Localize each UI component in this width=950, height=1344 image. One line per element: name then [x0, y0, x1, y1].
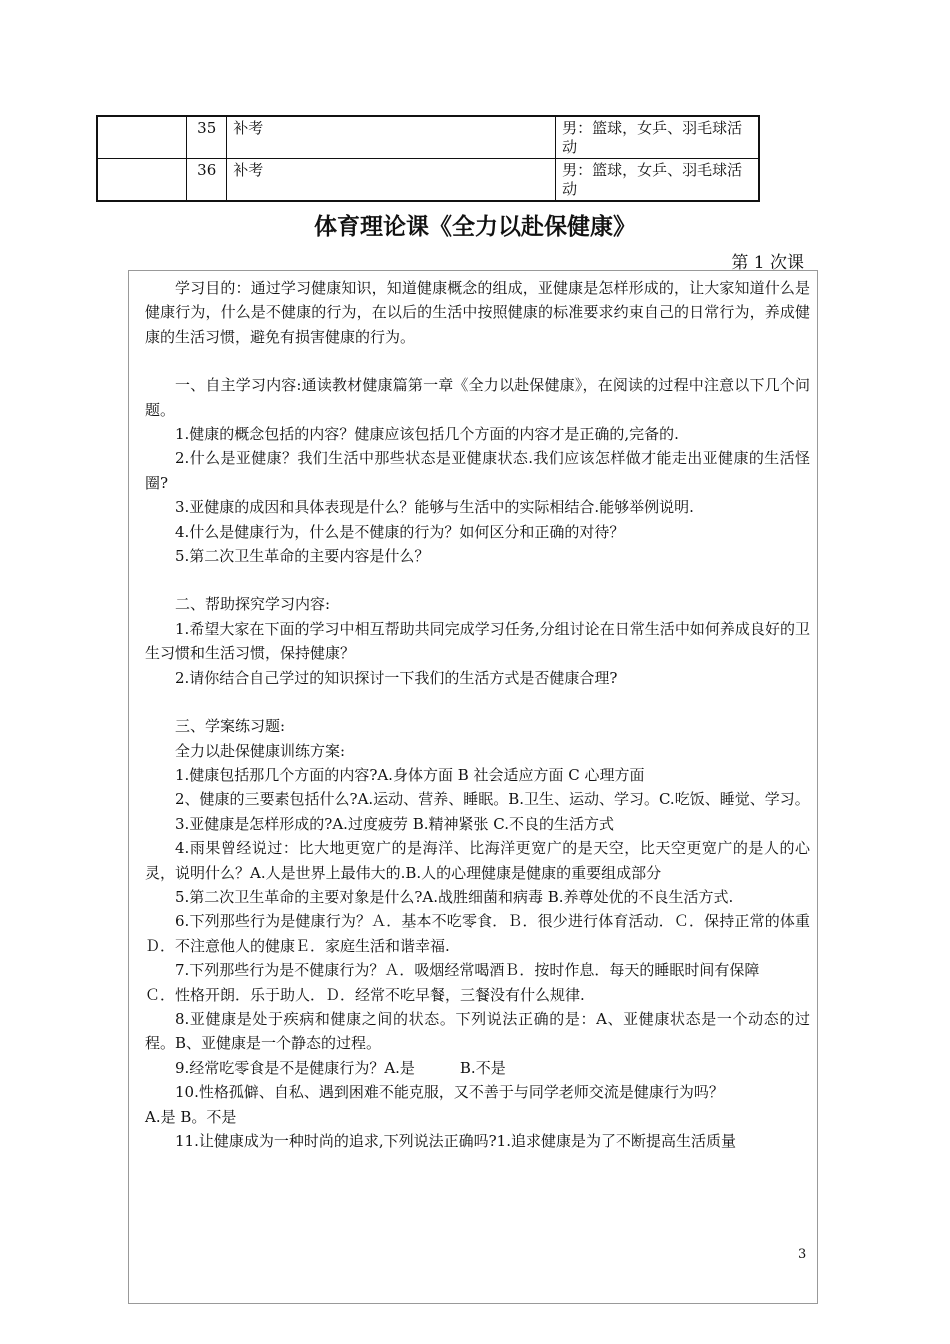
spacer	[145, 349, 810, 373]
paragraph: 5.第二次卫生革命的主要内容是什么？	[175, 547, 430, 566]
row-number: 35	[187, 116, 227, 159]
paragraph: 6.下列那些行为是健康行为？Ａ．基本不吃零食．Ｂ．很少进行体育活动．Ｃ．保持正常的体重Ｄ．不注意他人的健康Ｅ．家庭生活和谐幸福.	[145, 912, 810, 955]
paragraph: 1.健康的概念包括的内容？健康应该包括几个方面的内容才是正确的,完备的.	[175, 425, 679, 444]
row-number: 36	[187, 159, 227, 202]
paragraph: 5.第二次卫生革命的主要对象是什么?A.战胜细菌和病毒 B.养尊处优的不良生活方式.	[175, 887, 734, 906]
page-title: 体育理论课《全力以赴保健康》	[314, 214, 636, 240]
page-number: 3	[798, 1247, 807, 1262]
row-item: 补考	[227, 159, 556, 202]
paragraph: 1.健康包括那几个方面的内容?A.身体方面 B 社会适应方面 C 心理方面	[175, 765, 645, 784]
paragraph: A.是 B。不是	[145, 1107, 237, 1126]
schedule-table	[96, 115, 760, 202]
table-row	[97, 159, 759, 202]
table-row	[97, 116, 759, 159]
spacer	[145, 690, 810, 714]
row-note: 男：篮球，女乒、羽毛球活动	[556, 159, 759, 202]
lesson-number: 第 1 次课	[731, 253, 804, 273]
paragraph: 9.经常吃零食是不是健康行为？A.是 B.不是	[175, 1058, 506, 1077]
table-cell	[97, 116, 187, 159]
paragraph: 11.让健康成为一种时尚的追求,下列说法正确吗?1.追求健康是为了不断提高生活质量	[175, 1132, 736, 1150]
paragraph: 10.性格孤僻、自私、遇到困难不能克服，又不善于与同学老师交流是健康行为吗？	[175, 1083, 724, 1102]
paragraph: 2.什么是亚健康？我们生活中那些状态是亚健康状态.我们应该怎样做才能走出亚健康的生活怪圈?	[145, 449, 810, 492]
paragraph: 1.希望大家在下面的学习中相互帮助共同完成学习任务,分组讨论在日常生活中如何养成良好的卫生习惯和生活习惯，保持健康？	[145, 619, 810, 663]
paragraph: 2.请你结合自己学过的知识探讨一下我们的生活方式是否健康合理?	[175, 668, 618, 687]
row-note: 男：篮球，女乒、羽毛球活动	[556, 116, 759, 159]
table-cell	[97, 159, 187, 202]
paragraph: 学习目的：通过学习健康知识，知道健康概念的组成，亚健康是怎样形成的，让大家知道什么是健康行为，什么是不健康的行为，在以后的生活中按照健康的标准要求约束自己的日常行为，养成健康的生活习惯，避免有损害健康的行为。	[145, 279, 810, 346]
paragraph: 全力以赴保健康训练方案:	[175, 741, 346, 760]
paragraph: 3.亚健康是怎样形成的?A.过度疲劳 B.精神紧张 C.不良的生活方式	[175, 814, 614, 833]
row-item: 补考	[227, 116, 556, 159]
paragraph: 二、帮助探究学习内容:	[175, 595, 331, 614]
paragraph: 8.亚健康是处于疾病和健康之间的状态。下列说法正确的是：A、亚健康状态是一个动态的过程。B、亚健康是一个静态的过程。	[145, 1009, 810, 1053]
paragraph: 一、自主学习内容:通读教材健康篇第一章《全力以赴保健康》，在阅读的过程中注意以下几个问题。	[145, 376, 810, 419]
paragraph: Ｃ．性格开朗．乐于助人．Ｄ．经常不吃早餐，三餐没有什么规律.	[145, 985, 585, 1004]
paragraph: 4.雨果曾经说过：比大地更宽广的是海洋、比海洋更宽广的是天空，比天空更宽广的是人的心灵，说明什么？A.人是世界上最伟大的.B.人的心理健康是健康的重要组成部分	[145, 839, 810, 882]
lesson-content	[145, 276, 810, 1153]
paragraph: 7.下列那些行为是不健康行为？Ａ．吸烟经常喝酒Ｂ．按时作息．每天的睡眠时间有保障	[175, 961, 760, 980]
paragraph: 三、学案练习题:	[175, 717, 286, 736]
spacer	[145, 568, 810, 592]
paragraph: 4.什么是健康行为，什么是不健康的行为？如何区分和正确的对待？	[175, 522, 625, 541]
paragraph: 2、健康的三要素包括什么?A.运动、营养、睡眠。B.卫生、运动、学习。C.吃饭、睡觉、学习。	[175, 790, 810, 809]
paragraph: 3.亚健康的成因和具体表现是什么？能够与生活中的实际相结合.能够举例说明.	[175, 498, 694, 517]
